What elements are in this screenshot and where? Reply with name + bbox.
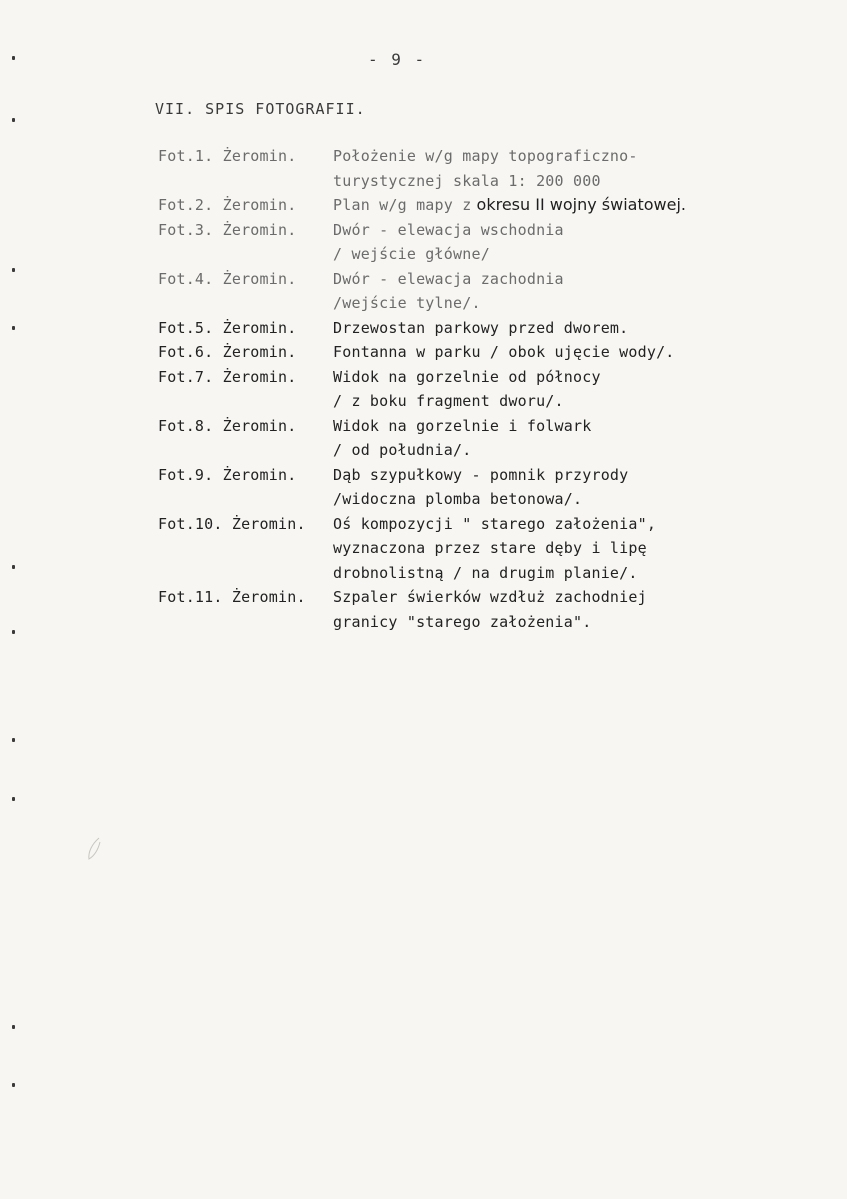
description-line: Dwór - elewacja zachodnia — [333, 269, 564, 288]
margin-mark — [12, 1083, 15, 1087]
photo-label: Fot.1. Żeromin. — [158, 147, 297, 165]
photo-entry-3 — [158, 218, 758, 267]
photo-entry-9 — [158, 463, 758, 512]
pencil-scribble — [86, 836, 104, 862]
photo-label: Fot.8. Żeromin. — [158, 416, 297, 435]
photo-description — [333, 144, 758, 193]
photo-label: Fot.10. Żeromin. — [158, 514, 306, 533]
description-line: turystycznej skala 1: 200 000 — [333, 171, 601, 190]
photo-description — [333, 218, 758, 267]
photo-description — [333, 267, 758, 316]
photo-label: Fot.7. Żeromin. — [158, 367, 297, 386]
description-line: Szpaler świerków wzdłuż zachodniej — [333, 588, 647, 606]
photo-list — [158, 144, 758, 634]
photo-entry-10 — [158, 512, 758, 586]
photo-label: Fot.5. Żeromin. — [158, 318, 297, 337]
typed-text: Plan w/g mapy z — [333, 196, 472, 214]
description-line: /widoczna plomba betonowa/. — [333, 490, 583, 508]
description-line: / z boku fragment dworu/. — [333, 392, 564, 410]
photo-entry-2 — [158, 193, 758, 218]
section-title: VII. SPIS FOTOGRAFII. — [155, 100, 366, 118]
margin-mark — [12, 630, 15, 634]
description-line: / od południa/. — [333, 441, 472, 459]
handwritten-text: okresu II wojny światowej. — [471, 195, 686, 214]
photo-description — [333, 193, 758, 218]
description-line: Dąb szypułkowy - pomnik przyrody — [333, 465, 629, 484]
photo-description — [333, 365, 758, 414]
margin-mark — [12, 797, 15, 801]
margin-mark — [12, 565, 15, 569]
photo-entry-5 — [158, 316, 758, 341]
description-line: Drzewostan parkowy przed dworem. — [333, 318, 629, 337]
description-line: Fontanna w parku / obok ujęcie wody/. — [333, 343, 675, 361]
margin-mark — [12, 326, 15, 330]
margin-mark — [12, 118, 15, 122]
description-line: Widok na gorzelnie i folwark — [333, 416, 592, 435]
photo-description — [333, 585, 758, 634]
photo-description — [333, 463, 758, 512]
photo-entry-6 — [158, 340, 758, 365]
margin-mark — [12, 268, 15, 272]
photo-entry-4 — [158, 267, 758, 316]
photo-description — [333, 316, 758, 341]
photo-label: Fot.9. Żeromin. — [158, 465, 297, 484]
photo-label: Fot.6. Żeromin. — [158, 343, 297, 361]
photo-entry-1 — [158, 144, 758, 193]
photo-label: Fot.3. Żeromin. — [158, 220, 297, 239]
margin-mark — [12, 738, 15, 742]
description-line: Położenie w/g mapy topograficzno- — [333, 147, 638, 165]
photo-description — [333, 414, 758, 463]
description-line: / wejście główne/ — [333, 245, 490, 263]
photo-entry-11 — [158, 585, 758, 634]
description-line: /wejście tylne/. — [333, 294, 481, 312]
description-line: Oś kompozycji " starego założenia", — [333, 514, 657, 533]
photo-label: Fot.4. Żeromin. — [158, 269, 297, 288]
description-line: granicy "starego założenia". — [333, 612, 592, 631]
photo-entry-8 — [158, 414, 758, 463]
description-line: Widok na gorzelnie od północy — [333, 367, 601, 386]
photo-entry-7 — [158, 365, 758, 414]
margin-mark — [12, 56, 15, 60]
photo-label: Fot.11. Żeromin. — [158, 588, 306, 606]
page-number: - 9 - — [368, 50, 427, 69]
description-line — [333, 193, 758, 218]
description-line: wyznaczona przez stare dęby i lipę — [333, 539, 647, 557]
photo-label: Fot.2. Żeromin. — [158, 196, 297, 214]
photo-description — [333, 340, 758, 365]
description-line: drobnolistną / na drugim planie/. — [333, 563, 638, 582]
description-line: Dwór - elewacja wschodnia — [333, 220, 564, 239]
margin-mark — [12, 1025, 15, 1029]
photo-description — [333, 512, 758, 586]
